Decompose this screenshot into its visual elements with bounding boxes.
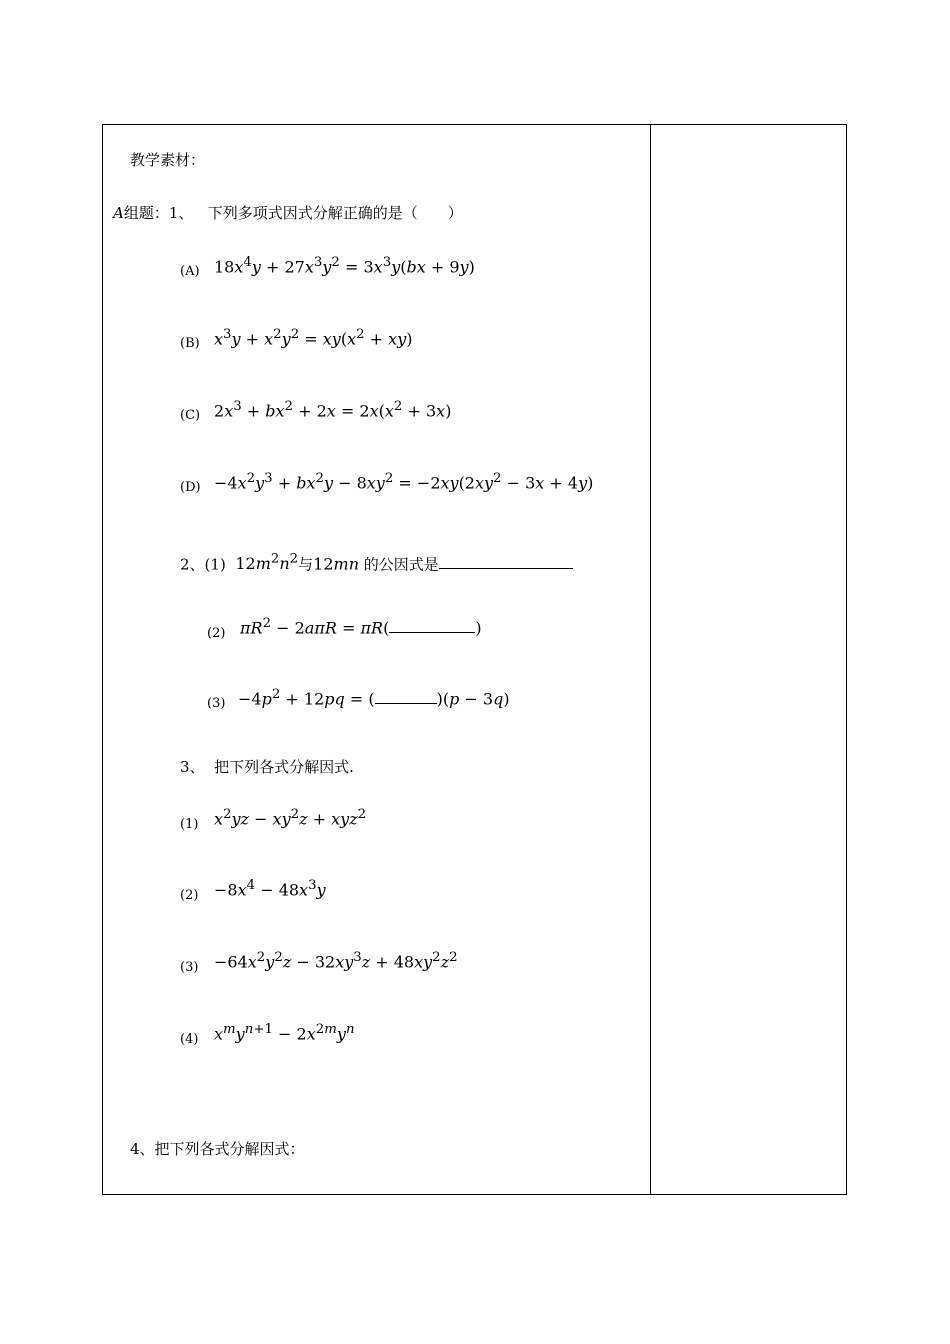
q3-item-3-label: (3)	[180, 960, 199, 975]
q2-sub2-label: (2)	[207, 626, 226, 641]
option-a-label: (A)	[180, 264, 200, 279]
question-3	[180, 757, 354, 777]
group-prefix: 组题：1、	[123, 204, 194, 222]
q2-sub3-formula: $-4p^2 + 12pq$ = ( )(p − 3q)	[238, 687, 510, 709]
option-c-label: (C)	[180, 408, 201, 423]
question-1-text: 下列多项式因式分解正确的是（ ）	[207, 204, 463, 222]
group-letter: A	[113, 204, 124, 222]
question-3-text: 把下列各式分解因式.	[214, 758, 354, 776]
question-4: 4、把下列各式分解因式：	[130, 1140, 305, 1158]
q3-item-1-formula: $x^2yz - xy^2z + xyz^2$	[214, 807, 367, 829]
q3-item-4-formula: $x^my^{n+1} - 2x^{2m}y^n$	[214, 1022, 355, 1044]
q3-item-3-formula: $-64x^2y^2z - 32xy^3z + 48xy^2z^2$	[214, 950, 458, 972]
q2-expression-1: $12m^2n^2$	[235, 552, 299, 574]
question-1	[113, 203, 463, 223]
q3-item-4-label: (4)	[180, 1032, 199, 1047]
q3-item-2-formula: $-8x^4 - 48x^3y$	[214, 878, 326, 900]
option-c-formula: $2x^3 + bx^2 + 2x = 2x(x^2 + 3x)$	[214, 399, 452, 421]
option-d-label: (D)	[180, 480, 201, 495]
answer-blank-2-1[interactable]	[439, 554, 573, 569]
q3-item-2-label: (2)	[180, 888, 199, 903]
column-divider	[650, 124, 651, 1195]
q3-item-1-label: (1)	[180, 817, 199, 832]
question-2-number: 2、(1)	[180, 555, 226, 574]
section-heading: 教学素材：	[130, 151, 206, 169]
question-2	[180, 550, 573, 574]
answer-blank-2-3[interactable]	[375, 689, 437, 704]
q2-connector: 与	[298, 555, 314, 574]
question-3-number: 3、	[180, 758, 205, 776]
q2-expression-2: 12mn	[313, 554, 360, 574]
q2-suffix: 的公因式是	[363, 555, 439, 574]
option-d-formula: $-4x^2y^3 + bx^2y - 8xy^2 = -2xy(2xy^2 - 3x + 4y)$	[214, 471, 594, 493]
q2-sub2-formula: $\pi R^2 - 2a\pi R = \pi R$( )	[240, 616, 482, 638]
answer-blank-2-2[interactable]	[389, 618, 475, 633]
option-b-formula: $x^3y + x^2y^2 = xy(x^2 + xy)$	[214, 327, 413, 349]
option-a-formula: $18x^4y + 27x^3y^2 = 3x^3y(bx + 9y)$	[214, 255, 475, 277]
option-b-label: (B)	[180, 336, 200, 351]
q2-sub3-label: (3)	[207, 696, 226, 711]
